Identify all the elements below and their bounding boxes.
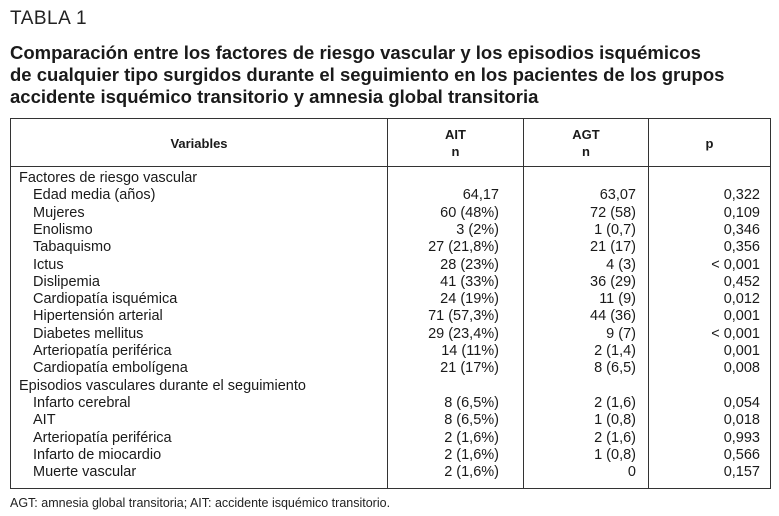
cell-agt: 72 (58) [590, 204, 636, 221]
cell-variable: Mujeres [33, 204, 85, 221]
cell-variable: Cardiopatía isquémica [33, 291, 178, 308]
section-row [11, 378, 770, 395]
cell-ait: 60 (48%) [440, 204, 499, 221]
cell-ait: 29 (23,4%) [428, 325, 499, 342]
caption-line: Comparación entre los factores de riesgo vascular y los episodios isquémicos [10, 42, 701, 63]
header-p [649, 119, 770, 167]
cell-variable: Edad media (años) [33, 187, 156, 204]
cell-variable: Ictus [33, 256, 64, 273]
header-variables [11, 119, 387, 167]
cell-agt: 2 (1,6) [594, 429, 636, 446]
cell-variable: Diabetes mellitus [33, 325, 144, 342]
header-ait-label: AIT [445, 127, 466, 142]
cell-agt: 1 (0,7) [594, 221, 636, 238]
cell-p: 0,993 [723, 429, 760, 446]
table-row [11, 447, 770, 464]
cell-variable: Arteriopatía periférica [33, 429, 172, 446]
cell-agt: 2 (1,4) [594, 343, 636, 359]
table-header [11, 119, 770, 167]
cell-variable: Arteriopatía periférica [33, 343, 172, 359]
cell-p: 0,109 [723, 204, 760, 221]
table-row [11, 291, 770, 308]
table-row [11, 308, 770, 325]
cell-variable: Dislipemia [33, 273, 100, 290]
cell-p: 0,008 [723, 360, 760, 377]
cell-ait: 3 (2%) [456, 221, 499, 238]
table-caption [10, 42, 770, 108]
cell-ait: 8 (6,5%) [444, 412, 499, 429]
cell-ait: 8 (6,5%) [444, 394, 499, 411]
cell-ait: 21 (17%) [440, 360, 499, 377]
table-footnote: AGT: amnesia global transitoria; AIT: accidente isquémico transitorio. [10, 496, 391, 510]
table-row [11, 205, 770, 222]
cell-variable: AIT [33, 412, 56, 429]
cell-variable: Tabaquismo [33, 239, 112, 256]
cell-agt: 0 [627, 464, 636, 481]
header-agt-label: AGT [572, 127, 600, 142]
cell-variable: Enolismo [33, 221, 93, 238]
caption-line: accidente isquémico transitorio y amnesia global transitoria [10, 86, 539, 107]
header-agt [524, 119, 648, 167]
table-label: TABLA 1 [10, 8, 88, 29]
header-p-label: p [705, 135, 714, 151]
cell-p: 0,001 [723, 308, 760, 325]
cell-agt: 9 (7) [606, 325, 636, 342]
cell-agt: 63,07 [599, 187, 636, 204]
cell-ait: 71 (57,3%) [428, 308, 499, 325]
table-row [11, 395, 770, 412]
cell-agt: 36 (29) [590, 273, 636, 290]
cell-agt: 8 (6,5) [594, 360, 636, 377]
cell-variable: Muerte vascular [33, 464, 137, 481]
cell-agt: 1 (0,8) [594, 446, 636, 463]
cell-p: 0,356 [723, 239, 760, 256]
cell-ait: 28 (23%) [440, 256, 499, 273]
cell-variable: Factores de riesgo vascular [19, 170, 198, 186]
table-row [11, 326, 770, 343]
caption-line: de cualquier tipo surgidos durante el seguimiento en los pacientes de los grupos [10, 64, 725, 85]
table-row [11, 187, 770, 204]
table-row [11, 257, 770, 274]
cell-p: 0,157 [723, 464, 760, 481]
cell-variable: Episodios vasculares durante el seguimiento [19, 377, 306, 394]
cell-agt: 1 (0,8) [594, 412, 636, 429]
table-row [11, 360, 770, 377]
cell-ait: 24 (19%) [440, 291, 499, 308]
cell-variable: Cardiopatía embolígena [33, 360, 188, 377]
cell-p: < 0,001 [711, 256, 760, 273]
cell-ait: 64,17 [462, 187, 499, 204]
cell-p: 0,566 [723, 446, 760, 463]
cell-ait: 41 (33%) [440, 273, 499, 290]
table-row [11, 412, 770, 429]
cell-variable: Hipertensión arterial [33, 308, 163, 325]
cell-ait: 14 (11%) [441, 343, 499, 359]
cell-agt: 11 (9) [599, 291, 636, 308]
table-row [11, 274, 770, 291]
header-ait [388, 119, 523, 167]
table-row [11, 239, 770, 256]
section-row [11, 170, 770, 187]
cell-ait: 2 (1,6%) [444, 464, 499, 481]
cell-p: 0,001 [723, 343, 760, 359]
table-row [11, 343, 770, 360]
cell-p: 0,054 [723, 394, 760, 411]
table-row [11, 430, 770, 447]
header-agt-sub: n [582, 144, 590, 159]
cell-agt: 44 (36) [590, 308, 636, 325]
header-variables-label: Variables [170, 135, 228, 151]
cell-variable: Infarto cerebral [33, 394, 131, 411]
cell-p: 0,018 [723, 412, 760, 429]
data-table [10, 118, 771, 489]
cell-p: 0,346 [723, 221, 760, 238]
cell-p: 0,452 [723, 273, 760, 290]
cell-agt: 2 (1,6) [594, 394, 636, 411]
header-ait-sub: n [451, 144, 460, 159]
cell-agt: 4 (3) [606, 256, 636, 273]
cell-ait: 2 (1,6%) [444, 429, 499, 446]
cell-p: < 0,001 [711, 325, 760, 342]
cell-ait: 27 (21,8%) [428, 239, 499, 256]
table-row [11, 464, 770, 481]
cell-variable: Infarto de miocardio [33, 446, 162, 463]
cell-ait: 2 (1,6%) [444, 446, 499, 463]
cell-p: 0,012 [723, 291, 760, 308]
cell-p: 0,322 [723, 187, 760, 204]
cell-agt: 21 (17) [590, 239, 636, 256]
table-row [11, 222, 770, 239]
